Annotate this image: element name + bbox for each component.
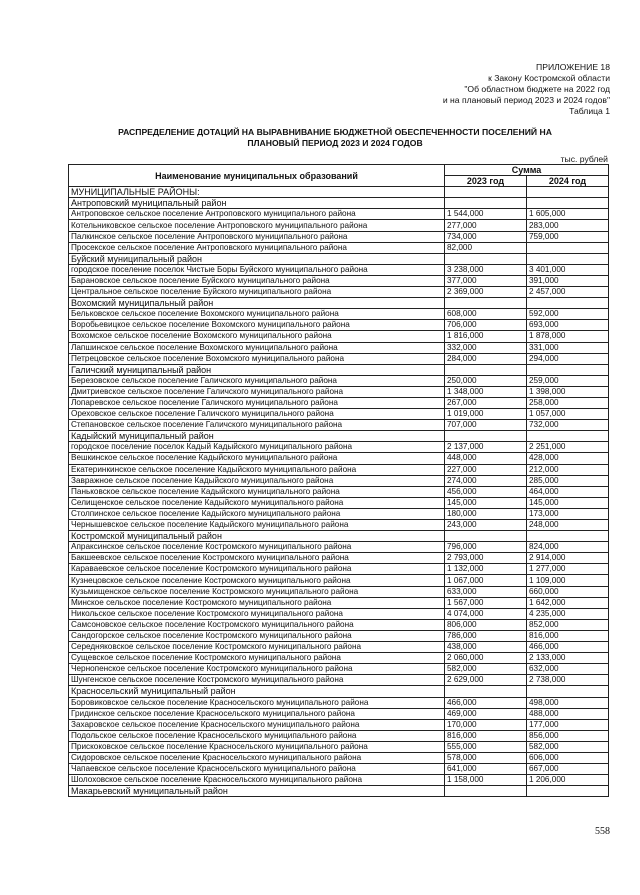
cell-2023: 806,000 bbox=[445, 619, 527, 630]
table-group-row bbox=[69, 198, 609, 209]
cell-name: Антроповский муниципальный район bbox=[69, 198, 445, 209]
cell-2023: 707,000 bbox=[445, 420, 527, 431]
cell-2024 bbox=[527, 364, 609, 375]
cell-name: Завражное сельское поселение Кадыйского муниципального района bbox=[69, 475, 445, 486]
cell-2023 bbox=[445, 431, 527, 442]
cell-name: Никольское сельское поселение Костромского муниципального района bbox=[69, 608, 445, 619]
cell-2024: 2 457,000 bbox=[527, 287, 609, 298]
cell-2024: 212,000 bbox=[527, 464, 609, 475]
cell-name: Подольское сельское поселение Красносельского муниципального района bbox=[69, 730, 445, 741]
cell-2023: 734,000 bbox=[445, 231, 527, 242]
cell-2024 bbox=[527, 198, 609, 209]
table-row bbox=[69, 586, 609, 597]
table-row bbox=[69, 320, 609, 331]
cell-2023 bbox=[445, 198, 527, 209]
cell-name: Вешкинское сельское поселение Кадыйского муниципального района bbox=[69, 453, 445, 464]
table-row bbox=[69, 409, 609, 420]
table-group-row bbox=[69, 786, 609, 797]
table-row bbox=[69, 287, 609, 298]
cell-name: Паньковское сельское поселение Кадыйского муниципального района bbox=[69, 486, 445, 497]
cell-2023 bbox=[445, 253, 527, 264]
cell-name: городское поселение поселок Кадый Кадыйского муниципального района bbox=[69, 442, 445, 453]
cell-2023: 332,000 bbox=[445, 342, 527, 353]
cell-name: Сущевское сельское поселение Костромского муниципального района bbox=[69, 653, 445, 664]
cell-name: Петрецовское сельское поселение Вохомского муниципального района bbox=[69, 353, 445, 364]
cell-name: Палкинское сельское поселение Антроповского муниципального района bbox=[69, 231, 445, 242]
cell-2024: 592,000 bbox=[527, 309, 609, 320]
cell-2023: 267,000 bbox=[445, 397, 527, 408]
cell-name: Бакшеевское сельское поселение Костромского муниципального района bbox=[69, 553, 445, 564]
table-row bbox=[69, 375, 609, 386]
cell-name: Селищенское сельское поселение Кадыйского муниципального района bbox=[69, 497, 445, 508]
cell-2024 bbox=[527, 686, 609, 697]
cell-2024: 660,000 bbox=[527, 586, 609, 597]
cell-name: Воробьевицкое сельское поселение Вохомского муниципального района bbox=[69, 320, 445, 331]
cell-2023 bbox=[445, 298, 527, 309]
cell-2024: 3 401,000 bbox=[527, 264, 609, 275]
cell-name: Барановское сельское поселение Буйского муниципального района bbox=[69, 275, 445, 286]
cell-2024: 1 206,000 bbox=[527, 775, 609, 786]
cell-2024: 856,000 bbox=[527, 730, 609, 741]
cell-name: Макарьевский муниципальный район bbox=[69, 786, 445, 797]
cell-2023 bbox=[445, 786, 527, 797]
cell-2023: 466,000 bbox=[445, 697, 527, 708]
cell-2024: 4 235,000 bbox=[527, 608, 609, 619]
cell-name: Бельковское сельское поселение Вохомского муниципального района bbox=[69, 309, 445, 320]
cell-2023: 243,000 bbox=[445, 520, 527, 531]
table-number: Таблица 1 bbox=[569, 106, 610, 116]
cell-2024: 2 738,000 bbox=[527, 675, 609, 686]
cell-2024: 2 251,000 bbox=[527, 442, 609, 453]
cell-name: Центральное сельское поселение Буйского муниципального района bbox=[69, 287, 445, 298]
table-row bbox=[69, 608, 609, 619]
cell-name: Шунгенское сельское поселение Костромского муниципального района bbox=[69, 675, 445, 686]
column-header-sum: Сумма bbox=[445, 165, 609, 176]
table-group-row bbox=[69, 431, 609, 442]
cell-2023: 4 074,000 bbox=[445, 608, 527, 619]
cell-name: Гридинское сельское поселение Красносельского муниципального района bbox=[69, 708, 445, 719]
table-row bbox=[69, 575, 609, 586]
cell-2024 bbox=[527, 531, 609, 542]
cell-name: Красносельский муниципальный район bbox=[69, 686, 445, 697]
table-row bbox=[69, 697, 609, 708]
table-row bbox=[69, 220, 609, 231]
cell-name: Лапшинское сельское поселение Вохомского муниципального района bbox=[69, 342, 445, 353]
table-row bbox=[69, 209, 609, 220]
table-row bbox=[69, 275, 609, 286]
title-line1: РАСПРЕДЕЛЕНИЕ ДОТАЦИЙ НА ВЫРАВНИВАНИЕ БЮДЖЕТНОЙ ОБЕСПЕЧЕННОСТИ ПОСЕЛЕНИЙ НА bbox=[118, 127, 552, 137]
cell-2023: 250,000 bbox=[445, 375, 527, 386]
cell-2024: 2 914,000 bbox=[527, 553, 609, 564]
table-group-row bbox=[69, 187, 609, 198]
cell-2024: 1 605,000 bbox=[527, 209, 609, 220]
appendix-header bbox=[443, 62, 610, 117]
cell-2023: 2 793,000 bbox=[445, 553, 527, 564]
table-row bbox=[69, 542, 609, 553]
cell-name: Костромской муниципальный район bbox=[69, 531, 445, 542]
cell-name: Кадыйский муниципальный район bbox=[69, 431, 445, 442]
page-number: 558 bbox=[595, 826, 610, 837]
cell-2024: 1 277,000 bbox=[527, 564, 609, 575]
cell-2024 bbox=[527, 187, 609, 198]
cell-2024: 732,000 bbox=[527, 420, 609, 431]
cell-name: Прискоковское сельское поселение Красносельского муниципального района bbox=[69, 741, 445, 752]
table-row bbox=[69, 730, 609, 741]
cell-2023 bbox=[445, 187, 527, 198]
cell-2024: 391,000 bbox=[527, 275, 609, 286]
cell-2023: 582,000 bbox=[445, 664, 527, 675]
cell-2023: 3 238,000 bbox=[445, 264, 527, 275]
cell-name: Кузьмищенское сельское поселение Костромского муниципального района bbox=[69, 586, 445, 597]
cell-2024: 824,000 bbox=[527, 542, 609, 553]
cell-2024: 632,000 bbox=[527, 664, 609, 675]
cell-name: Сидоровское сельское поселение Красносельского муниципального района bbox=[69, 752, 445, 763]
cell-name: Дмитриевское сельское поселение Галичского муниципального района bbox=[69, 386, 445, 397]
cell-name: Ореховское сельское поселение Галичского муниципального района bbox=[69, 409, 445, 420]
cell-2023: 1 019,000 bbox=[445, 409, 527, 420]
cell-2023: 816,000 bbox=[445, 730, 527, 741]
title-line2: ПЛАНОВЫЙ ПЕРИОД 2023 И 2024 ГОДОВ bbox=[247, 138, 423, 148]
cell-name: Караваевское сельское поселение Костромского муниципального района bbox=[69, 564, 445, 575]
table-row bbox=[69, 741, 609, 752]
column-header-name: Наименование муниципальных образований bbox=[69, 165, 445, 187]
cell-2023: 448,000 bbox=[445, 453, 527, 464]
cell-2024 bbox=[527, 786, 609, 797]
cell-2023: 82,000 bbox=[445, 242, 527, 253]
cell-2024: 145,000 bbox=[527, 497, 609, 508]
table-row bbox=[69, 309, 609, 320]
cell-2024: 283,000 bbox=[527, 220, 609, 231]
law-reference: к Закону Костромской области bbox=[488, 73, 610, 83]
cell-2023: 1 544,000 bbox=[445, 209, 527, 220]
table-row bbox=[69, 775, 609, 786]
cell-2024: 2 133,000 bbox=[527, 653, 609, 664]
cell-name: Просекское сельское поселение Антроповского муниципального района bbox=[69, 242, 445, 253]
cell-2023: 2 629,000 bbox=[445, 675, 527, 686]
cell-name: Захаровское сельское поселение Красносельского муниципального района bbox=[69, 719, 445, 730]
cell-2024: 248,000 bbox=[527, 520, 609, 531]
cell-2024: 1 057,000 bbox=[527, 409, 609, 420]
cell-name: Антроповское сельское поселение Антроповского муниципального района bbox=[69, 209, 445, 220]
cell-2024: 428,000 bbox=[527, 453, 609, 464]
cell-name: Столпинское сельское поселение Кадыйского муниципального района bbox=[69, 508, 445, 519]
cell-2024: 259,000 bbox=[527, 375, 609, 386]
cell-2023: 641,000 bbox=[445, 764, 527, 775]
table-row bbox=[69, 708, 609, 719]
cell-name: Березовское сельское поселение Галичского муниципального района bbox=[69, 375, 445, 386]
table-row bbox=[69, 331, 609, 342]
table-row bbox=[69, 231, 609, 242]
cell-2024: 759,000 bbox=[527, 231, 609, 242]
column-header-2024: 2024 год bbox=[527, 176, 609, 187]
table-group-row bbox=[69, 531, 609, 542]
cell-2024: 1 109,000 bbox=[527, 575, 609, 586]
table-row bbox=[69, 619, 609, 630]
cell-2023: 633,000 bbox=[445, 586, 527, 597]
cell-name: МУНИЦИПАЛЬНЫЕ РАЙОНЫ: bbox=[69, 187, 445, 198]
table-row bbox=[69, 764, 609, 775]
cell-2023: 469,000 bbox=[445, 708, 527, 719]
cell-2024: 1 398,000 bbox=[527, 386, 609, 397]
cell-name: Вохомский муниципальный район bbox=[69, 298, 445, 309]
table-row bbox=[69, 397, 609, 408]
cell-2023: 277,000 bbox=[445, 220, 527, 231]
cell-2023 bbox=[445, 531, 527, 542]
cell-2023: 796,000 bbox=[445, 542, 527, 553]
cell-2024: 488,000 bbox=[527, 708, 609, 719]
cell-2024 bbox=[527, 253, 609, 264]
table-row bbox=[69, 486, 609, 497]
table-row bbox=[69, 520, 609, 531]
table-row bbox=[69, 442, 609, 453]
cell-2023: 555,000 bbox=[445, 741, 527, 752]
cell-2023: 438,000 bbox=[445, 642, 527, 653]
cell-2024: 1 642,000 bbox=[527, 597, 609, 608]
table-row bbox=[69, 630, 609, 641]
cell-2023: 2 060,000 bbox=[445, 653, 527, 664]
cell-2024: 285,000 bbox=[527, 475, 609, 486]
cell-2024: 464,000 bbox=[527, 486, 609, 497]
cell-2023 bbox=[445, 686, 527, 697]
unit-label: тыс. рублей bbox=[560, 154, 608, 164]
table-row bbox=[69, 242, 609, 253]
cell-name: Минское сельское поселение Костромского муниципального района bbox=[69, 597, 445, 608]
cell-2024: 258,000 bbox=[527, 397, 609, 408]
cell-2023: 456,000 bbox=[445, 486, 527, 497]
cell-2024: 177,000 bbox=[527, 719, 609, 730]
cell-2024: 173,000 bbox=[527, 508, 609, 519]
cell-2023: 227,000 bbox=[445, 464, 527, 475]
cell-2023: 1 348,000 bbox=[445, 386, 527, 397]
table-row bbox=[69, 342, 609, 353]
cell-2024: 816,000 bbox=[527, 630, 609, 641]
cell-name: Апраксинское сельское поселение Костромского муниципального района bbox=[69, 542, 445, 553]
table-body bbox=[69, 187, 609, 797]
table-row bbox=[69, 553, 609, 564]
cell-2023: 1 132,000 bbox=[445, 564, 527, 575]
table-group-row bbox=[69, 364, 609, 375]
table-row bbox=[69, 420, 609, 431]
table-row bbox=[69, 497, 609, 508]
cell-name: Кузнецовское сельское поселение Костромского муниципального района bbox=[69, 575, 445, 586]
cell-name: Екатеринкинское сельское поселение Кадыйского муниципального района bbox=[69, 464, 445, 475]
cell-2024: 582,000 bbox=[527, 741, 609, 752]
cell-2023: 145,000 bbox=[445, 497, 527, 508]
cell-2024 bbox=[527, 431, 609, 442]
cell-2023: 608,000 bbox=[445, 309, 527, 320]
cell-name: Середняковское сельское поселение Костромского муниципального района bbox=[69, 642, 445, 653]
cell-name: Вохомское сельское поселение Вохомского муниципального района bbox=[69, 331, 445, 342]
table-row bbox=[69, 653, 609, 664]
table-row bbox=[69, 464, 609, 475]
cell-2024: 852,000 bbox=[527, 619, 609, 630]
law-title-line2: и на плановый период 2023 и 2024 годов" bbox=[442, 95, 610, 105]
cell-2023: 274,000 bbox=[445, 475, 527, 486]
table-row bbox=[69, 564, 609, 575]
table-row bbox=[69, 264, 609, 275]
cell-name: городское поселение поселок Чистые Боры Буйского муниципального района bbox=[69, 264, 445, 275]
cell-2023: 1 816,000 bbox=[445, 331, 527, 342]
cell-name: Чернопенское сельское поселение Костромского муниципального района bbox=[69, 664, 445, 675]
appendix-number: ПРИЛОЖЕНИЕ 18 bbox=[536, 62, 610, 72]
cell-2023: 1 158,000 bbox=[445, 775, 527, 786]
table-row bbox=[69, 675, 609, 686]
cell-name: Чернышевское сельское поселение Кадыйского муниципального района bbox=[69, 520, 445, 531]
cell-name: Самсоновское сельское поселение Костромского муниципального района bbox=[69, 619, 445, 630]
cell-2024: 331,000 bbox=[527, 342, 609, 353]
table-group-row bbox=[69, 686, 609, 697]
cell-name: Буйский муниципальный район bbox=[69, 253, 445, 264]
cell-2023: 180,000 bbox=[445, 508, 527, 519]
table-row bbox=[69, 475, 609, 486]
law-title-line1: "Об областном бюджете на 2022 год bbox=[464, 84, 610, 94]
cell-2024 bbox=[527, 298, 609, 309]
column-header-2023: 2023 год bbox=[445, 176, 527, 187]
cell-2023: 578,000 bbox=[445, 752, 527, 763]
cell-name: Степановское сельское поселение Галичского муниципального района bbox=[69, 420, 445, 431]
table-group-row bbox=[69, 298, 609, 309]
grants-table bbox=[68, 164, 609, 797]
table-row bbox=[69, 508, 609, 519]
cell-2024: 498,000 bbox=[527, 697, 609, 708]
cell-name: Лопаревское сельское поселение Галичского муниципального района bbox=[69, 397, 445, 408]
table-group-row bbox=[69, 253, 609, 264]
cell-2023: 2 369,000 bbox=[445, 287, 527, 298]
cell-name: Чапаевское сельское поселение Красносельского муниципального района bbox=[69, 764, 445, 775]
cell-2024: 1 878,000 bbox=[527, 331, 609, 342]
cell-2023: 1 567,000 bbox=[445, 597, 527, 608]
cell-2024: 667,000 bbox=[527, 764, 609, 775]
cell-2024: 466,000 bbox=[527, 642, 609, 653]
cell-name: Котельниковское сельское поселение Антроповского муниципального района bbox=[69, 220, 445, 231]
table-row bbox=[69, 664, 609, 675]
cell-name: Шолоховское сельское поселение Красносельского муниципального района bbox=[69, 775, 445, 786]
cell-name: Боровиковское сельское поселение Красносельского муниципального района bbox=[69, 697, 445, 708]
cell-2024: 294,000 bbox=[527, 353, 609, 364]
cell-2024: 606,000 bbox=[527, 752, 609, 763]
cell-2024 bbox=[527, 242, 609, 253]
cell-name: Сандогорское сельское поселение Костромского муниципального района bbox=[69, 630, 445, 641]
table-row bbox=[69, 386, 609, 397]
table-row bbox=[69, 719, 609, 730]
table-row bbox=[69, 597, 609, 608]
cell-2023: 1 067,000 bbox=[445, 575, 527, 586]
cell-2023: 786,000 bbox=[445, 630, 527, 641]
document-title bbox=[80, 127, 590, 149]
cell-2023: 284,000 bbox=[445, 353, 527, 364]
table-row bbox=[69, 752, 609, 763]
table-row bbox=[69, 642, 609, 653]
cell-2023: 170,000 bbox=[445, 719, 527, 730]
cell-2023: 377,000 bbox=[445, 275, 527, 286]
table-row bbox=[69, 453, 609, 464]
table-row bbox=[69, 353, 609, 364]
cell-2023: 2 137,000 bbox=[445, 442, 527, 453]
cell-2024: 693,000 bbox=[527, 320, 609, 331]
cell-2023: 706,000 bbox=[445, 320, 527, 331]
cell-name: Галичский муниципальный район bbox=[69, 364, 445, 375]
cell-2023 bbox=[445, 364, 527, 375]
